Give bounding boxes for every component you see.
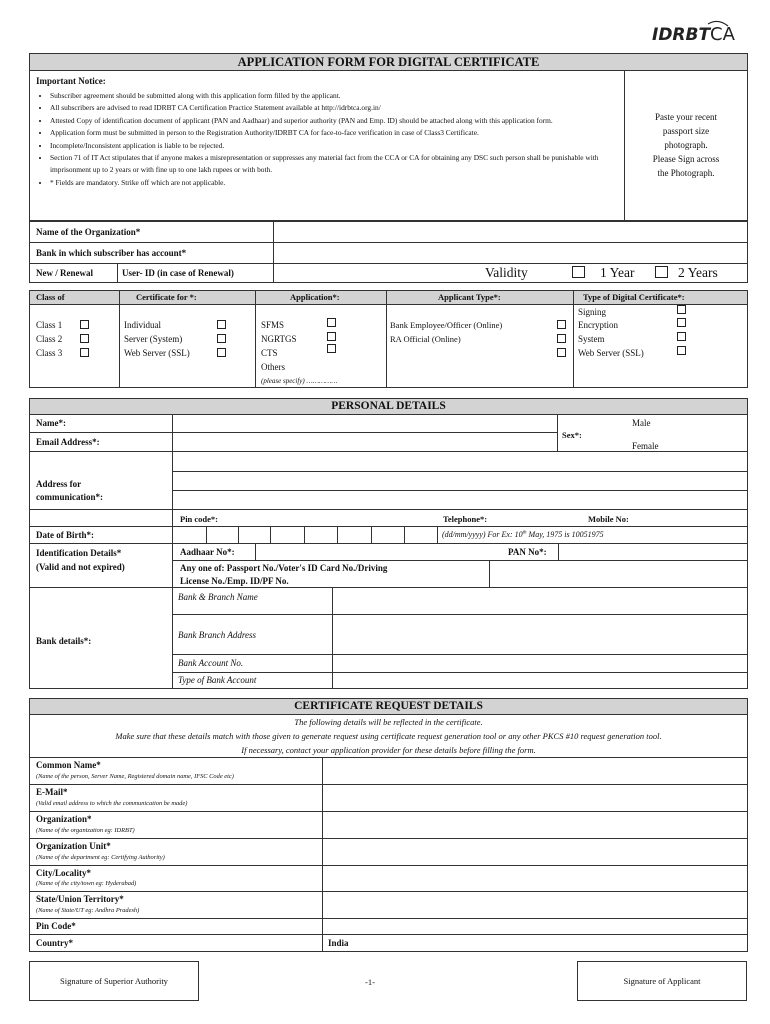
pin-req-input[interactable] [324, 920, 746, 933]
page-number: -1- [365, 977, 375, 987]
other-id-label: Any one of: Passport No./Voter's ID Card No./Driving License No./Emp. ID/PF No. [180, 563, 388, 586]
bank-account-type-label: Type of Bank Account [178, 675, 257, 685]
state-hint: (Name of State/UT eg: Andhra Pradesh) [36, 907, 140, 914]
cert-server-checkbox[interactable] [217, 334, 226, 343]
country-label: Country* [36, 938, 74, 948]
other-id-input[interactable] [491, 562, 746, 586]
class-3-checkbox[interactable] [80, 348, 89, 357]
class-2-label: Class 2 [36, 334, 63, 344]
validity-1-year-label: 1 Year [600, 265, 635, 280]
notice-item: • Section 71 of IT Act stipulates that if anyone makes a misrepresentation or suppresses any material fact from the CCA or CA for obtaining any DSC such person shall be punishable with imprisonment up to 2 years or with fine up to one lakh rupees or with both. [50, 152, 620, 177]
address-line-3-input[interactable] [174, 491, 746, 508]
new-renewal-label: New / Renewal [36, 268, 93, 278]
aadhaar-label: Aadhaar No*: [180, 547, 235, 557]
form-title: APPLICATION FORM FOR DIGITAL CERTIFICATE [29, 53, 748, 71]
bank-account-no-label: Bank Account No. [178, 658, 244, 668]
type-system-label: System [578, 334, 605, 344]
address-line-1-input[interactable] [174, 453, 746, 470]
applicant-ra-checkbox[interactable] [557, 334, 566, 343]
applicant-bank-label: Bank Employee/Officer (Online) [390, 320, 503, 330]
applicant-type-header: Applicant Type*: [438, 292, 501, 302]
type-web-label: Web Server (SSL) [578, 348, 644, 358]
organization-input[interactable] [324, 813, 746, 837]
cert-type-header: Type of Digital Certificate*: [583, 292, 685, 302]
pan-input[interactable] [560, 545, 746, 559]
notice-heading: Important Notice: [36, 76, 106, 86]
notice-item: • Application form must be submitted in person to the Registration Authority/IDRBT CA for face-to-face verification in case of Class3 Certificate. [50, 127, 620, 139]
cert-request-header: CERTIFICATE REQUEST DETAILS [29, 698, 748, 715]
app-specify-field[interactable]: (please specify) …………… [261, 377, 338, 385]
cert-individual-label: Individual [124, 320, 161, 330]
type-signing-checkbox[interactable] [677, 305, 686, 314]
notice-item: • Subscriber agreement should be submitted along with this application form filled by the applicant. [50, 90, 620, 102]
organization-label: Organization* [36, 814, 92, 824]
mobile-label: Mobile No: [588, 514, 629, 524]
app-cts-label: CTS [261, 348, 278, 358]
type-encryption-label: Encryption [578, 320, 618, 330]
validity-2-years-checkbox[interactable] [655, 266, 668, 278]
app-sfms-checkbox[interactable] [327, 318, 336, 327]
identification-label: Identification Details* (Valid and not expired) [36, 548, 125, 572]
svg-text:IDRBT: IDRBT [652, 25, 711, 44]
pan-label: PAN No*: [508, 547, 547, 557]
cert-server-label: Server (System) [124, 334, 183, 344]
cert-web-checkbox[interactable] [217, 348, 226, 357]
email-req-hint: (Valid email address to which the communication be made) [36, 800, 188, 807]
dob-hint: (dd/mm/yyyy) For Ex: 10th May, 1975 is 10051975 [442, 530, 604, 539]
address-line-2-input[interactable] [174, 472, 746, 489]
applicant-extra-checkbox[interactable] [557, 348, 566, 357]
city-hint: (Name of the city/town eg: Hyderabad) [36, 880, 137, 887]
bank-details-label: Bank details*: [36, 636, 92, 646]
bank-account-input[interactable] [276, 244, 746, 262]
cert-web-label: Web Server (SSL) [124, 348, 190, 358]
class-2-checkbox[interactable] [80, 334, 89, 343]
dob-label: Date of Birth*: [36, 530, 94, 540]
org-name-input[interactable] [276, 223, 746, 241]
app-ngrtgs-checkbox[interactable] [327, 332, 336, 341]
svg-text:CA: CA [710, 24, 735, 44]
class-header: Class of [36, 292, 65, 302]
city-input[interactable] [324, 867, 746, 890]
org-unit-input[interactable] [324, 840, 746, 864]
validity-2-years-label: 2 Years [678, 265, 718, 280]
idrbt-ca-logo [650, 20, 745, 44]
validity-1-year-checkbox[interactable] [572, 266, 585, 278]
bank-branch-name-label: Bank & Branch Name [178, 592, 258, 602]
applicant-bank-checkbox[interactable] [557, 320, 566, 329]
aadhaar-input[interactable] [257, 545, 505, 559]
pin-req-label: Pin Code* [36, 921, 76, 931]
bank-account-type-input[interactable] [334, 674, 746, 688]
app-cts-checkbox[interactable] [327, 344, 336, 353]
sex-female-option[interactable]: Female [632, 441, 659, 451]
type-system-checkbox[interactable] [677, 332, 686, 341]
email-label: Email Address*: [36, 437, 100, 447]
class-3-label: Class 3 [36, 348, 63, 358]
name-label: Name*: [36, 418, 66, 428]
org-unit-label: Organization Unit* [36, 841, 111, 851]
email-req-label: E-Mail* [36, 787, 68, 797]
bank-account-label: Bank in which subscriber has account* [36, 248, 187, 258]
type-signing-label: Signing [578, 307, 607, 317]
notice-item: • * Fields are mandatory. Strike off which are not applicable. [50, 177, 620, 189]
sex-male-option[interactable]: Male [632, 418, 651, 428]
address-label: Address for communication*: [36, 479, 103, 502]
type-web-checkbox[interactable] [677, 346, 686, 355]
application-header: Application*: [290, 292, 340, 302]
applicant-signature-label: Signature of Applicant [623, 976, 701, 986]
app-others-label: Others [261, 362, 285, 372]
pin-code-label: Pin code*: [180, 514, 219, 524]
sex-label: Sex*: [562, 430, 582, 440]
org-name-label: Name of the Organization* [36, 227, 141, 237]
state-label: State/Union Territory* [36, 894, 124, 904]
organization-hint: (Name of the organization eg: IDRBT) [36, 827, 135, 834]
notice-item: • Attested Copy of identification document of applicant (PAN and Aadhaar) and superior authority (PAN and Emp. ID) should be attached along with this application form. [50, 115, 620, 127]
bank-account-no-input[interactable] [334, 656, 746, 671]
cert-request-line-3: If necessary, contact your application provider for these details before filling the form. [241, 745, 536, 755]
applicant-ra-label: RA Official (Online) [390, 334, 461, 344]
personal-details-header: PERSONAL DETAILS [29, 398, 748, 415]
email-req-input[interactable] [324, 786, 746, 810]
org-unit-hint: (Name of the department eg: Certifying Authority) [36, 854, 165, 861]
notice-item: • All subscribers are advised to read IDRBT CA Certification Practice Statement available at http://idrbtca.org.in/ [50, 102, 620, 114]
common-name-input[interactable] [324, 759, 746, 783]
app-ngrtgs-label: NGRTGS [261, 334, 297, 344]
email-input[interactable] [174, 434, 554, 450]
superior-signature-label: Signature of Superior Authority [60, 976, 168, 986]
class-1-label: Class 1 [36, 320, 63, 330]
app-sfms-label: SFMS [261, 320, 285, 330]
cert-request-line-1: The following details will be reflected in the certificate. [294, 717, 483, 727]
telephone-label: Telephone*: [443, 514, 488, 524]
cert-individual-checkbox[interactable] [217, 320, 226, 329]
country-value[interactable]: India [328, 938, 349, 948]
bank-branch-address-label: Bank Branch Address [178, 630, 256, 640]
cert-for-header: Certificate for *: [136, 292, 197, 302]
state-input[interactable] [324, 893, 746, 917]
bank-branch-address-input[interactable] [334, 616, 746, 653]
photo-instructions: Paste your recent passport size photograph. Please Sign across the Photograph. [652, 112, 720, 178]
city-label: City/Locality* [36, 868, 91, 878]
cert-request-line-2: Make sure that these details match with those given to generate request using certificate request generation tool or any other PKCS #10 request generation tool. [115, 731, 662, 741]
common-name-label: Common Name* [36, 760, 101, 770]
notice-item: • Incomplete/Inconsistent application is liable to be rejected. [50, 140, 620, 152]
bank-branch-name-input[interactable] [334, 589, 746, 613]
user-id-label: User- ID (in case of Renewal) [122, 268, 234, 278]
name-input[interactable] [174, 416, 554, 431]
common-name-hint: (Name of the person, Server Name, Registered domain name, IFSC Code etc) [36, 773, 234, 780]
class-1-checkbox[interactable] [80, 320, 89, 329]
type-encryption-checkbox[interactable] [677, 318, 686, 327]
validity-label: Validity [485, 265, 528, 280]
